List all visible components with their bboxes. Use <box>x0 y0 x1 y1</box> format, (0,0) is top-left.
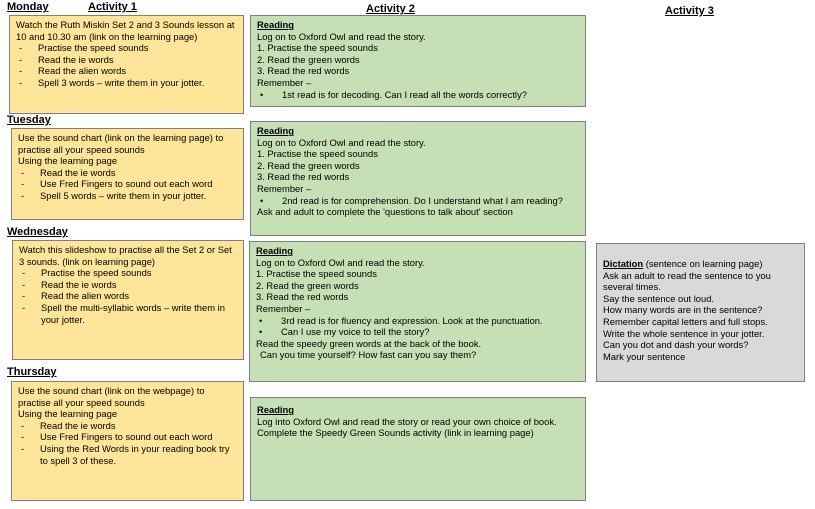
dictation-line: Ask an adult to read the sentence to you several times. <box>603 269 771 293</box>
monday-a1-item: - Spell 3 words – write them in your jotter. <box>16 77 237 89</box>
wednesday-activity-1-box <box>12 240 244 360</box>
dictation-line: Mark your sentence <box>603 350 686 362</box>
dictation-heading <box>603 258 798 270</box>
wednesday-a1-item: - Read the ie words <box>19 279 237 291</box>
wednesday-a2-line: Remember – <box>256 302 311 314</box>
day-label-thursday: Thursday <box>7 366 57 378</box>
day-label-tuesday: Tuesday <box>7 114 51 126</box>
wednesday-a2-title: Reading <box>256 245 293 256</box>
tuesday-a2-line: 2. Read the green words <box>257 159 360 171</box>
tuesday-a1-intro: Use the sound chart (link on the learning page) to practise all your speed sounds <box>18 132 224 155</box>
tuesday-a1-item: - Read the ie words <box>18 167 237 179</box>
tuesday-a2-line: 1. Practise the speed sounds <box>257 148 378 160</box>
thursday-a2-line-2: Complete the Speedy Green Sounds activity (link in learning page) <box>257 427 534 439</box>
thursday-a1-intro: Use the sound chart (link on the webpage) to practise all your speed sounds <box>18 385 205 408</box>
wednesday-a2-line: 1. Practise the speed sounds <box>256 268 377 280</box>
thursday-activity-1-box <box>11 381 244 501</box>
tuesday-a2-line: Log on to Oxford Owl and read the story. <box>257 136 426 148</box>
wednesday-a2-footer-2: Can you time yourself? How fast can you say them? <box>260 349 477 361</box>
wednesday-a2-line: 2. Read the green words <box>256 279 359 291</box>
dictation-line: Remember capital letters and full stops. <box>603 315 768 327</box>
tuesday-a2-footer: Ask and adult to complete the 'questions to talk about' section <box>257 206 513 218</box>
tuesday-activity-2-box <box>250 121 586 236</box>
monday-a1-item: - Practise the speed sounds <box>16 42 237 54</box>
wednesday-a2-bullet: • Can I use my voice to tell the story? <box>256 326 579 338</box>
dictation-line: How many words are in the sentence? <box>603 304 763 316</box>
day-label-monday: Monday <box>7 1 49 13</box>
day-label-wednesday: Wednesday <box>7 226 68 238</box>
thursday-a1-item: - Read the ie words <box>18 420 237 432</box>
thursday-a2-line-1: Log into Oxford Owl and read the story or read your own choice of book. <box>257 415 557 427</box>
tuesday-a1-subhead: Using the learning page <box>18 155 118 167</box>
wednesday-a1-item: - Practise the speed sounds <box>19 267 237 279</box>
dictation-line: Say the sentence out loud. <box>603 292 715 304</box>
wednesday-a2-line: 3. Read the red words <box>256 291 349 303</box>
monday-a1-item: - Read the ie words <box>16 54 237 66</box>
tuesday-a2-line: 3. Read the red words <box>257 171 350 183</box>
tuesday-a2-title: Reading <box>257 125 294 136</box>
wednesday-a2-footer-1: Read the speedy green words at the back of the book. <box>256 337 482 349</box>
monday-a2-line: Log on to Oxford Owl and read the story. <box>257 30 426 42</box>
thursday-a2-title: Reading <box>257 404 294 415</box>
monday-a2-line: 1. Practise the speed sounds <box>257 42 378 54</box>
monday-a1-intro: Watch the Ruth Miskin Set 2 and 3 Sounds lesson at 10 and 10.30 am (link on the learning page) <box>16 19 235 42</box>
wednesday-a1-item: - Spell the multi-syllabic words – write them in your jotter. <box>19 302 237 325</box>
wednesday-a1-intro: Watch this slideshow to practise all the Set 2 or Set 3 sounds. (link on learning page) <box>19 244 232 267</box>
activity-1-header: Activity 1 <box>88 1 137 13</box>
monday-a2-bullet: • 1st read is for decoding. Can I read all the words correctly? <box>257 89 579 101</box>
wednesday-activity-2-box <box>249 241 586 382</box>
wednesday-a2-line: Log on to Oxford Owl and read the story. <box>256 256 425 268</box>
tuesday-a2-bullet: • 2nd read is for comprehension. Do I understand what I am reading? <box>257 195 579 207</box>
wednesday-activity-3-box <box>596 243 805 382</box>
dictation-line: Write the whole sentence in your jotter. <box>603 327 765 339</box>
monday-a2-title: Reading <box>257 19 294 30</box>
wednesday-a1-item: - Read the alien words <box>19 290 237 302</box>
dictation-line: Can you dot and dash your words? <box>603 339 749 351</box>
dictation-title-suffix: (sentence on learning page) <box>643 258 763 269</box>
monday-a2-line: 2. Read the green words <box>257 53 360 65</box>
tuesday-a1-item: - Use Fred Fingers to sound out each word <box>18 178 237 190</box>
dictation-title: Dictation <box>603 258 644 269</box>
thursday-a1-item: - Using the Red Words in your reading book try to spell 3 of these. <box>18 443 237 466</box>
monday-a2-line: 3. Read the red words <box>257 65 350 77</box>
thursday-a1-subhead: Using the learning page <box>18 408 118 420</box>
thursday-activity-2-box <box>250 397 586 501</box>
monday-activity-2-box <box>250 15 586 107</box>
tuesday-a2-line: Remember – <box>257 182 312 194</box>
activity-3-header: Activity 3 <box>665 5 714 17</box>
monday-a2-line: Remember – <box>257 76 312 88</box>
monday-activity-1-box <box>9 15 244 114</box>
wednesday-a2-bullet: • 3rd read is for fluency and expression. Look at the punctuation. <box>256 315 579 327</box>
monday-a1-item: - Read the alien words <box>16 65 237 77</box>
tuesday-activity-1-box <box>11 128 244 220</box>
activity-2-header: Activity 2 <box>366 3 415 15</box>
tuesday-a1-item: - Spell 5 words – write them in your jotter. <box>18 190 237 202</box>
thursday-a1-item: - Use Fred Fingers to sound out each word <box>18 431 237 443</box>
